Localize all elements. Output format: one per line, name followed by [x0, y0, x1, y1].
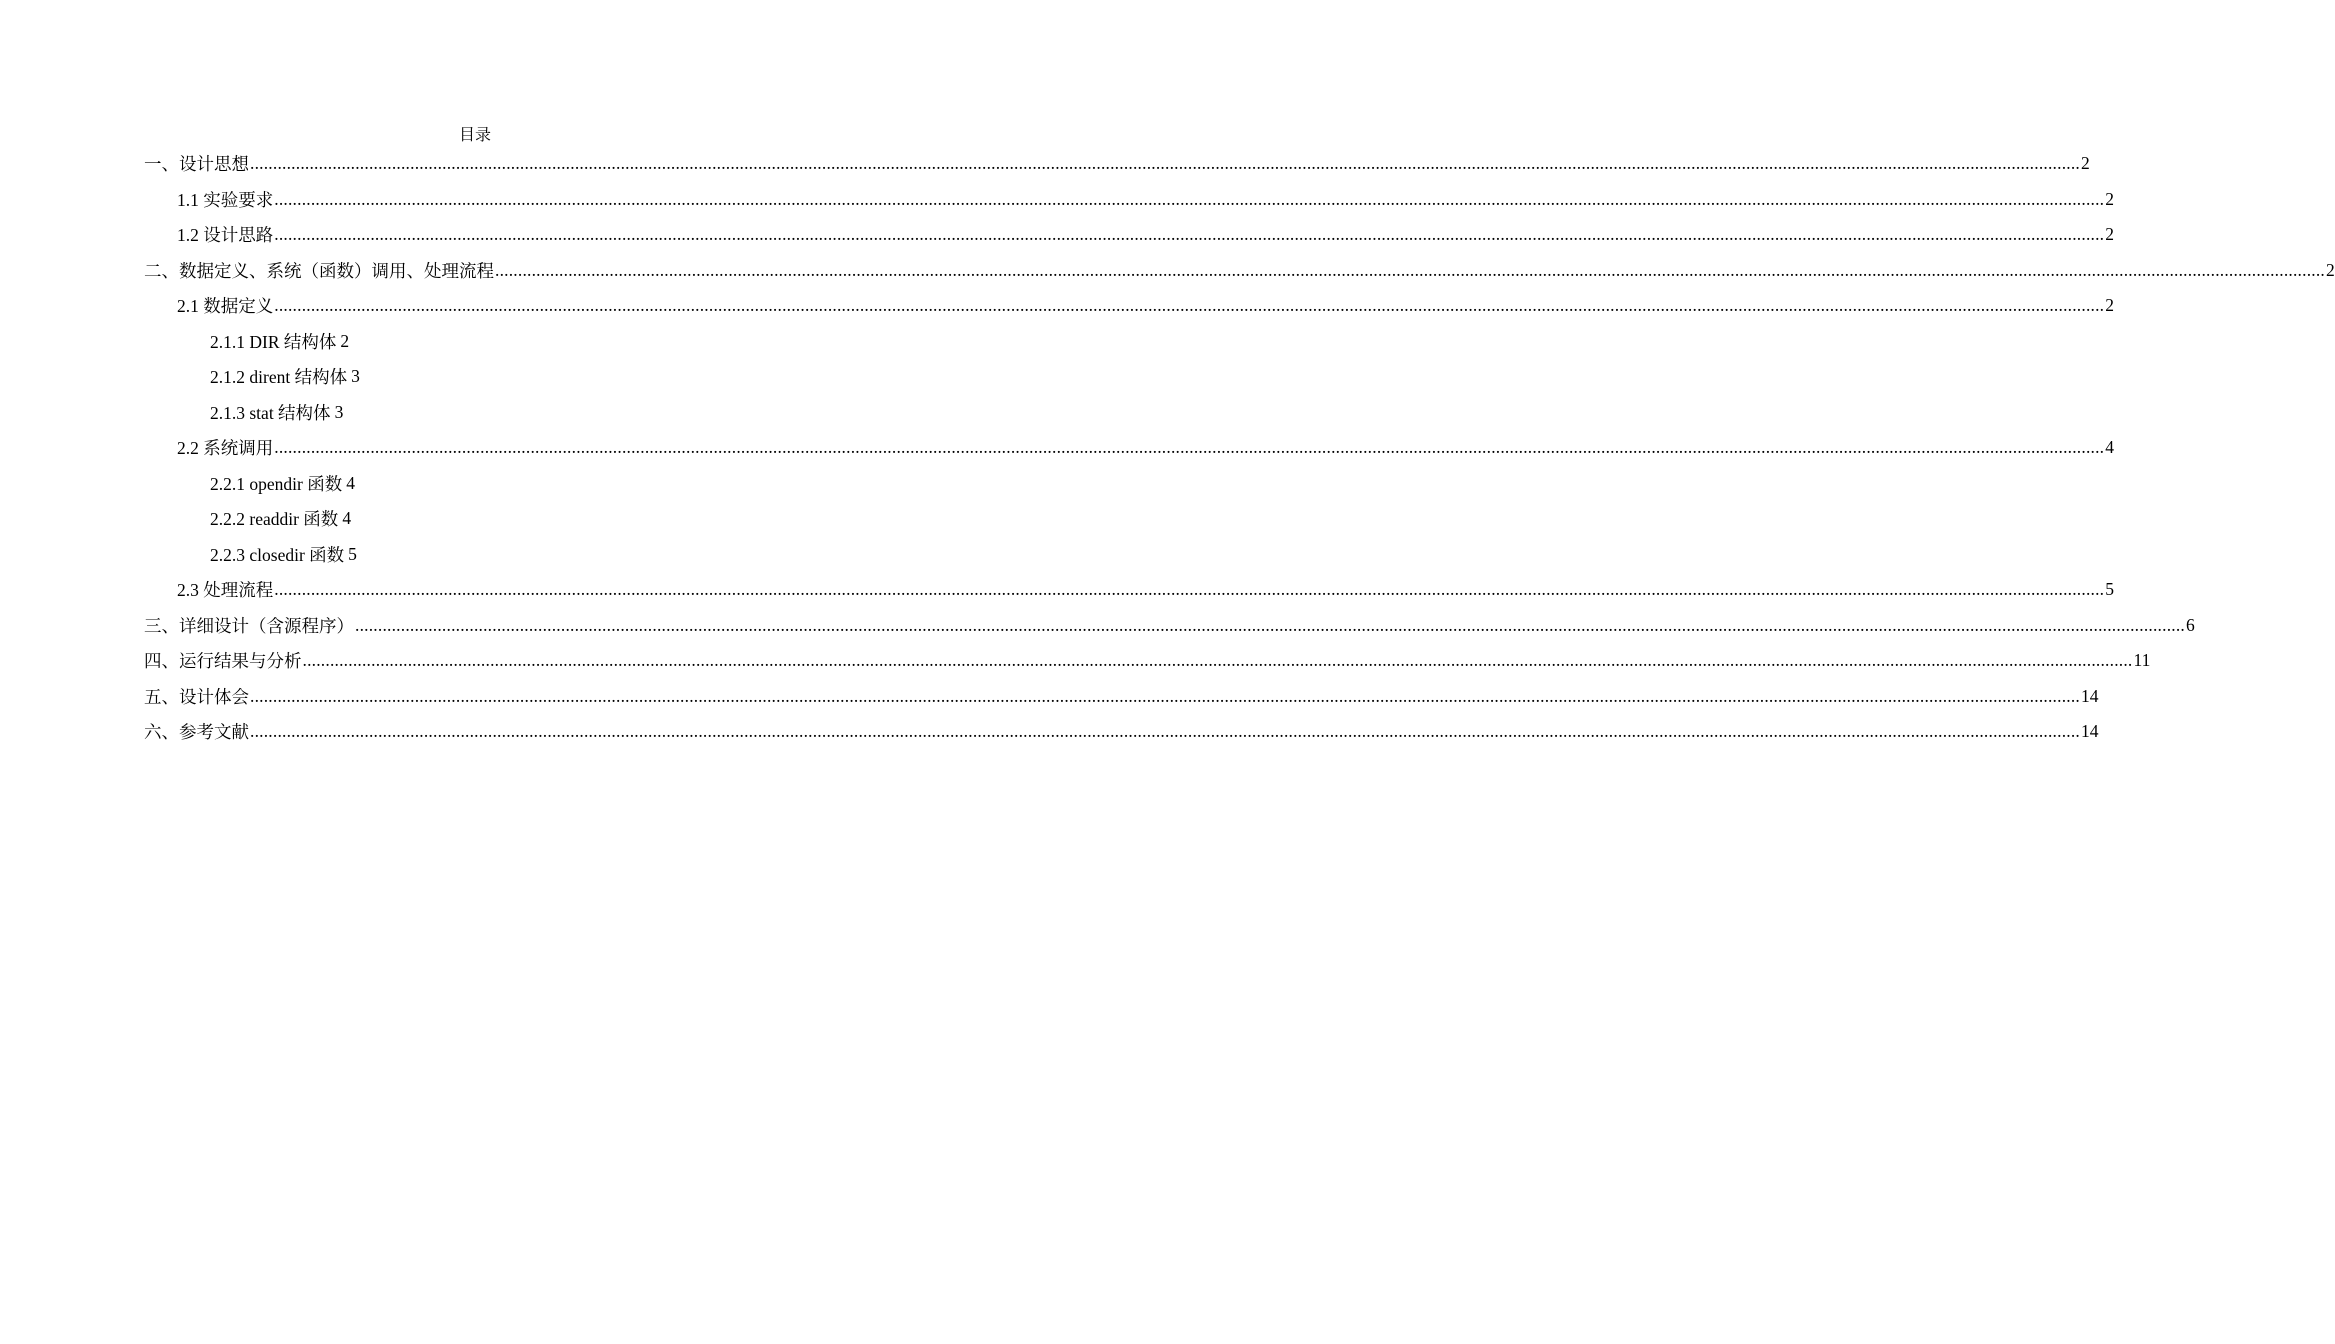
toc-entry-text: 2.2 系统调用: [177, 438, 274, 459]
dot-leader: ................................................................................................................................................................................................................................................................................................................................................................................................................: [274, 188, 2105, 209]
toc-entry[interactable]: [144, 395, 807, 431]
toc-entry-text: 2.1.3 stat 结构体: [210, 402, 331, 423]
toc-entry-text: 2.1.2 dirent 结构体: [210, 367, 348, 388]
toc-entry[interactable]: [144, 679, 2099, 715]
table-of-contents: [144, 146, 2335, 750]
toc-page-number: 2: [2105, 295, 2114, 316]
toc-page-number: 2: [2105, 224, 2114, 245]
toc-page-number: 2: [340, 330, 350, 351]
toc-entry[interactable]: [144, 182, 2114, 218]
toc-page-number: 2: [2326, 259, 2335, 280]
toc-page-number: 2: [2105, 188, 2114, 209]
toc-entry[interactable]: [144, 608, 2195, 644]
toc-page-number: 5: [348, 543, 357, 564]
dot-leader: ................................................................................................................................................................................................................................................................................................................................................................................................................: [274, 295, 2105, 316]
toc-page-number: 4: [342, 508, 352, 529]
toc-page-number: 4: [346, 472, 355, 493]
toc-entry-text: 四、运行结果与分析: [144, 651, 302, 672]
toc-page-number: 4: [2105, 437, 2114, 458]
toc-entry[interactable]: [144, 572, 2114, 608]
dot-leader: ................................................................................................................................................................................................................................................................................................................................................................................................................: [495, 259, 2325, 280]
dot-leader: ................................................................................................................................................................................................................................................................................................................................................................................................................: [250, 153, 2080, 174]
dot-leader: ................................................................................................................................................................................................................................................................................................................................................................................................................: [274, 579, 2105, 600]
toc-entry[interactable]: [144, 643, 2151, 679]
toc-page-number: 11: [2133, 650, 2151, 671]
toc-page-number: 5: [2105, 579, 2114, 600]
toc-entry-text: 2.1.1 DIR 结构体: [210, 331, 337, 352]
toc-entry-text: 二、数据定义、系统（函数）调用、处理流程: [144, 260, 494, 281]
toc-entry[interactable]: [144, 501, 807, 537]
dot-leader: ................................................................................................................................................................................................................................................................................................................................................................................................................: [250, 721, 2080, 742]
toc-title: 目录: [458, 127, 491, 144]
toc-entry-text: 2.3 处理流程: [177, 580, 274, 601]
dot-leader: ................................................................................................................................................................................................................................................................................................................................................................................................................: [274, 437, 2105, 458]
dot-leader: ................................................................................................................................................................................................................................................................................................................................................................................................................: [250, 685, 2080, 706]
dot-leader: ................................................................................................................................................................................................................................................................................................................................................................................................................: [274, 224, 2105, 245]
toc-entry-text: 六、参考文献: [144, 722, 249, 743]
dot-leader: ................................................................................................................................................................................................................................................................................................................................................................................................................: [302, 650, 2133, 671]
toc-page-number: 14: [2081, 721, 2099, 742]
toc-entry[interactable]: [144, 359, 807, 395]
toc-entry-text: 1.1 实验要求: [177, 189, 274, 210]
toc-entry-text: 2.1 数据定义: [177, 296, 274, 317]
toc-entry[interactable]: [144, 714, 2099, 750]
toc-page-number: 14: [2081, 685, 2099, 706]
toc-entry[interactable]: [144, 466, 807, 502]
toc-entry[interactable]: [144, 324, 807, 360]
toc-entry-text: 2.2.3 closedir 函数: [210, 544, 345, 565]
toc-entry-text: 五、设计体会: [144, 686, 249, 707]
dot-leader: ................................................................................................................................................................................................................................................................................................................................................................................................................: [355, 614, 2185, 635]
toc-entry[interactable]: [144, 253, 2335, 289]
toc-entry-text: 1.2 设计思路: [177, 225, 274, 246]
toc-entry-text: 一、设计思想: [144, 154, 249, 175]
toc-entry-text: 2.2.1 opendir 函数: [210, 473, 343, 494]
toc-entry[interactable]: [144, 430, 2114, 466]
toc-page-number: 6: [2186, 614, 2195, 635]
toc-entry-text: 三、详细设计（含源程序）: [144, 615, 354, 636]
toc-entry[interactable]: [144, 288, 2114, 324]
toc-page-number: 2: [2081, 153, 2090, 174]
toc-entry[interactable]: [144, 217, 2114, 253]
toc-entry[interactable]: [144, 146, 2090, 182]
toc-page-number: 3: [351, 366, 360, 387]
toc-entry-text: 2.2.2 readdir 函数: [210, 509, 339, 530]
toc-page-number: 3: [334, 401, 344, 422]
toc-entry[interactable]: [144, 537, 807, 573]
